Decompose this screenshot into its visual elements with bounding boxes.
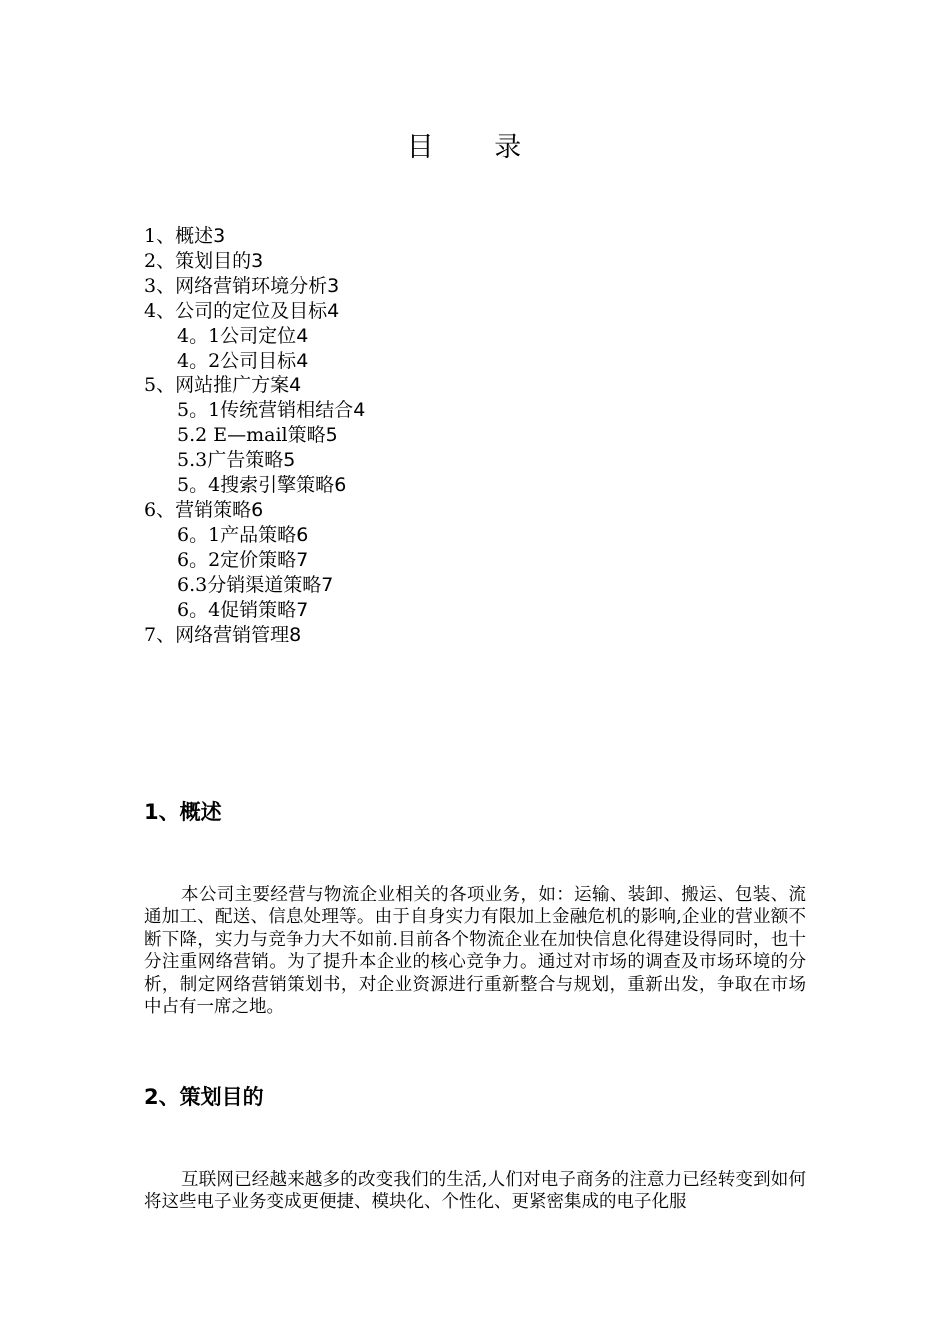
toc-entry-label: 6.3分销渠道策略 <box>177 573 322 596</box>
toc-entry-label: 7、网络营销管理 <box>144 623 290 646</box>
toc-entry-label: 4。1公司定位 <box>177 324 297 347</box>
toc-entry[interactable] <box>144 623 365 648</box>
toc-entry[interactable] <box>144 249 365 274</box>
toc-entry-page-number: 3 <box>327 274 340 297</box>
toc-entry-page-number: 6 <box>334 474 347 497</box>
toc-entry-page-number: 4 <box>327 299 340 322</box>
toc-entry[interactable] <box>144 473 365 498</box>
toc-entry-page-number: 6 <box>251 498 264 521</box>
table-of-contents <box>144 224 365 647</box>
toc-entry[interactable] <box>144 448 365 473</box>
toc-entry-page-number: 3 <box>251 249 264 272</box>
toc-entry[interactable] <box>144 274 365 299</box>
section-body-overview: 本公司主要经营与物流企业相关的各项业务，如：运输、装卸、搬运、包装、流通加工、配送、信息处理等。由于自身实力有限加上金融危机的影响,企业的营业额不断下降，实力与竞争力大不如前.目前各个物流企业在加快信息化得建设得同时，也十分注重网络营销。为了提升本企业的核心竞争力。通过对市场的调查及市场环境的分析，制定网络营销策划书，对企业资源进行重新整合与规划，重新出发，争取在市场中占有一席之地。 <box>144 885 806 1018</box>
toc-entry-label: 5.2 E—mail策略 <box>177 424 326 447</box>
toc-entry-page-number: 4 <box>353 399 366 422</box>
toc-entry[interactable] <box>144 373 365 398</box>
toc-entry-page-number: 4 <box>296 349 309 372</box>
toc-entry-label: 3、网络营销环境分析 <box>144 274 328 297</box>
toc-entry-label: 4。2公司目标 <box>177 349 297 372</box>
toc-entry[interactable] <box>144 224 365 249</box>
toc-entry[interactable] <box>144 299 365 324</box>
toc-entry-page-number: 7 <box>321 573 334 596</box>
toc-entry[interactable] <box>144 398 365 423</box>
toc-entry[interactable] <box>144 523 365 548</box>
toc-entry-label: 6、营销策略 <box>144 498 252 521</box>
section-heading-overview: 1、概述 <box>144 800 222 824</box>
toc-entry-page-number: 7 <box>296 548 309 571</box>
toc-entry-label: 1、概述 <box>144 225 214 247</box>
toc-entry[interactable] <box>144 598 365 623</box>
toc-entry-page-number: 3 <box>213 225 226 247</box>
toc-entry-label: 6。4促销策略 <box>177 598 297 621</box>
toc-entry[interactable] <box>144 548 365 573</box>
toc-entry[interactable] <box>144 573 365 598</box>
toc-title: 目 录 <box>406 132 548 163</box>
toc-entry-label: 5。1传统营销相结合 <box>177 399 354 422</box>
toc-entry[interactable] <box>144 349 365 374</box>
toc-entry-label: 5。4搜索引擎策略 <box>177 474 335 497</box>
toc-entry-page-number: 8 <box>289 623 302 646</box>
toc-entry-label: 4、公司的定位及目标 <box>144 299 328 322</box>
toc-entry-label: 5、网站推广方案 <box>144 374 290 397</box>
toc-entry[interactable] <box>144 498 365 523</box>
toc-entry-page-number: 7 <box>296 598 309 621</box>
toc-entry-page-number: 4 <box>289 374 302 397</box>
section-heading-purpose: 2、策划目的 <box>144 1085 264 1109</box>
toc-entry-label: 6。1产品策略 <box>177 523 297 546</box>
toc-entry-label: 5.3广告策略 <box>177 449 284 472</box>
toc-entry-label: 6。2定价策略 <box>177 548 297 571</box>
toc-entry-page-number: 5 <box>283 449 296 472</box>
toc-entry-page-number: 5 <box>325 424 338 447</box>
section-body-purpose: 互联网已经越来越多的改变我们的生活,人们对电子商务的注意力已经转变到如何将这些电子业务变成更便捷、模块化、个性化、更紧密集成的电子化服 <box>144 1170 806 1213</box>
toc-entry-label: 2、策划目的 <box>144 249 252 272</box>
toc-entry[interactable] <box>144 324 365 349</box>
toc-entry[interactable] <box>144 423 365 448</box>
toc-entry-page-number: 6 <box>296 523 309 546</box>
toc-entry-page-number: 4 <box>296 324 309 347</box>
